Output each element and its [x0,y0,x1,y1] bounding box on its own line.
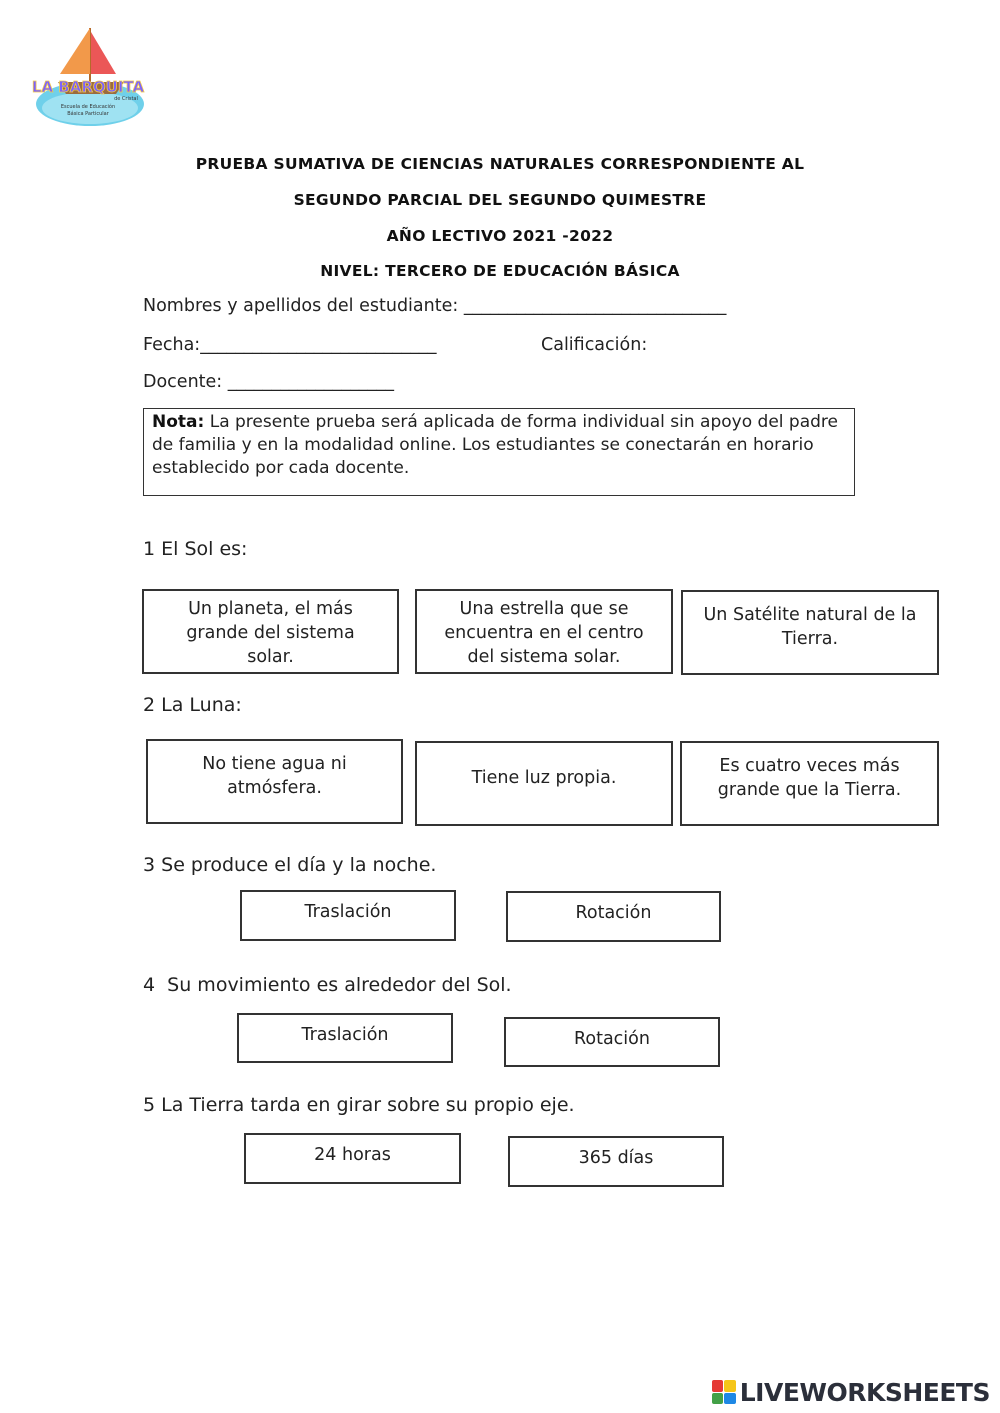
answer-option[interactable] [508,1136,724,1187]
question-1: 1 El Sol es: [143,538,248,560]
logo-square [712,1380,724,1392]
header-line-4: NIVEL: TERCERO DE EDUCACIÓN BÁSICA [320,262,680,280]
option-line: Traslación [304,902,392,922]
option-line: Traslación [301,1025,389,1045]
note-label: Nota: [152,412,205,432]
grade-field[interactable]: Calificación: [541,335,648,355]
option-line: Tierra. [781,629,839,649]
option-line: solar. [247,647,294,667]
teacher-field[interactable]: Docente: ___________________ [143,372,394,392]
question-3: 3 Se produce el día y la noche. [143,854,437,876]
logo-caption-2: Básica Particular [67,111,109,117]
option-line: Un Satélite natural de la [703,605,917,625]
answer-option[interactable] [415,589,673,674]
logo-caption-1: Escuela de Educación [60,104,116,110]
option-line: atmósfera. [227,778,322,798]
option-line: Es cuatro veces más [719,756,900,776]
option-line: del sistema solar. [467,647,621,667]
question-5: 5 La Tierra tarda en girar sobre su propio eje. [143,1094,575,1116]
header-line-3: AÑO LECTIVO 2021 -2022 [386,227,614,245]
brand-name: LIVEWORKSHEETS [739,1377,990,1407]
school-logo [30,24,146,130]
option-line: No tiene agua ni [202,754,347,774]
option-line: Rotación [574,1029,650,1049]
date-field[interactable]: Fecha:___________________________ [143,335,437,355]
question-4: 4 Su movimiento es alrededor del Sol. [143,974,512,996]
option-line: Tiene luz propia. [471,768,617,788]
header-line-2: SEGUNDO PARCIAL DEL SEGUNDO QUIMESTRE [293,191,707,209]
answer-option[interactable] [240,890,456,941]
option-line: Una estrella que se [459,599,629,619]
header-line-1: PRUEBA SUMATIVA DE CIENCIAS NATURALES CORRESPONDIENTE AL [195,155,805,173]
option-line: 365 días [578,1148,654,1168]
note-box [143,408,855,496]
option-line: grande que la Tierra. [717,780,902,800]
answer-option[interactable] [244,1133,461,1184]
question-2: 2 La Luna: [143,694,242,716]
logo-square [724,1393,736,1405]
option-line: 24 horas [314,1145,391,1165]
option-line: encuentra en el centro [444,623,644,643]
note-text: La presente prueba será aplicada de forma individual sin apoyo del padre de familia y en la modalidad online. Los estudiantes se conectarán en horario establecido por cada docente. [152,412,838,478]
logo-square [724,1380,736,1392]
option-line: grande del sistema [186,623,355,643]
logo-sub: de Cristal [114,96,138,102]
answer-option[interactable] [680,741,939,826]
answer-option[interactable] [415,741,673,826]
option-line: Rotación [575,903,652,923]
answer-option[interactable] [504,1017,720,1067]
liveworksheets-logo-icon [712,1380,736,1404]
answer-option[interactable] [506,891,721,942]
liveworksheets-brand[interactable] [712,1378,990,1406]
logo-name: LA BARQUITA [31,78,145,96]
answer-option[interactable] [142,589,399,674]
answer-option[interactable] [237,1013,453,1063]
answer-option[interactable] [681,590,939,675]
student-name-field[interactable]: Nombres y apellidos del estudiante: ______________________________ [143,296,727,316]
answer-option[interactable] [146,739,403,824]
logo-square [712,1393,724,1405]
option-line: Un planeta, el más [188,599,353,619]
